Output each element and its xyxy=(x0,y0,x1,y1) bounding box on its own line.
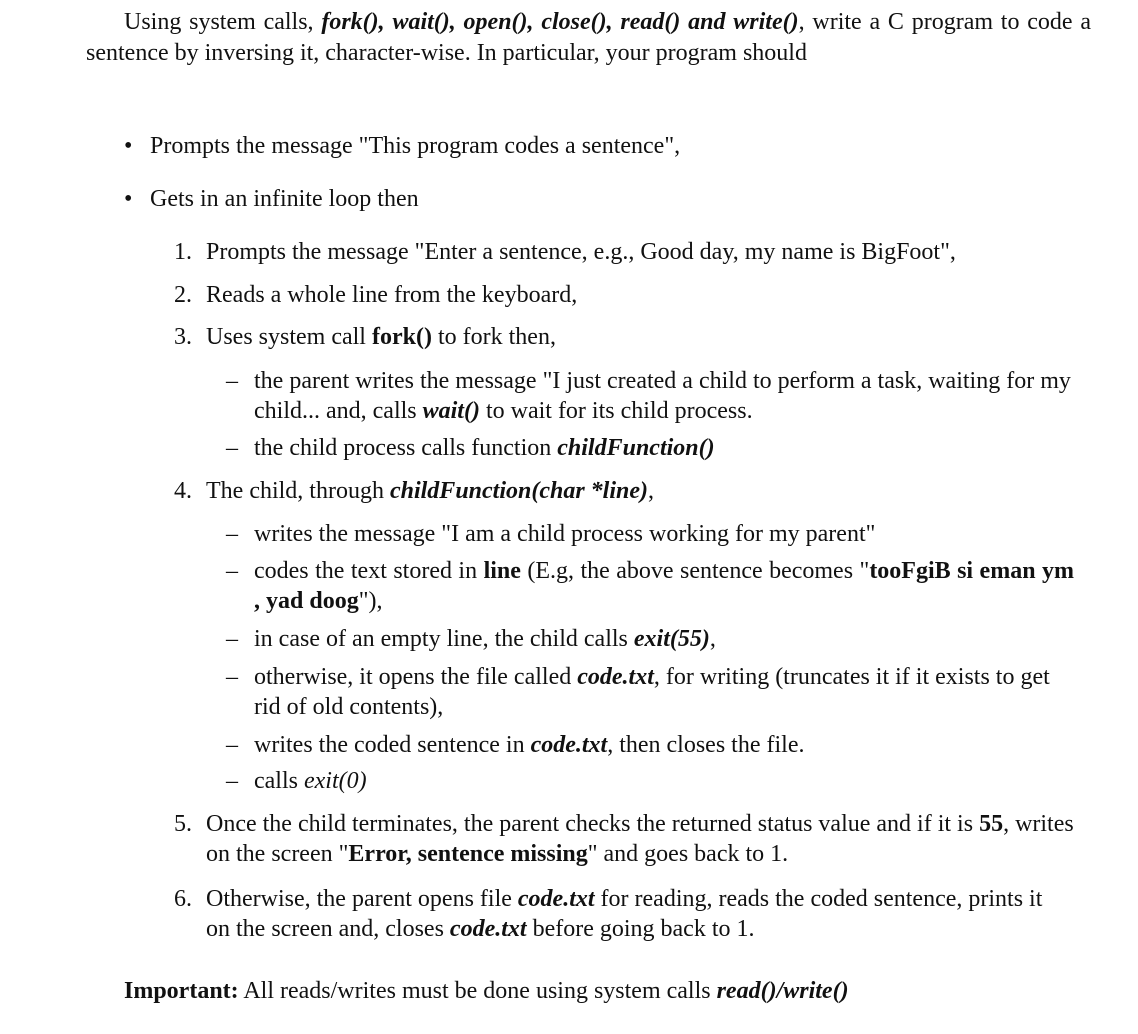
sub-text xyxy=(254,624,1074,655)
step-text xyxy=(206,322,1086,353)
intro-text: Using system calls, xyxy=(124,9,322,35)
step-number: 3. xyxy=(174,324,192,350)
step-text: Prompts the message "Enter a sentence, e.g., Good day, my name is BigFoot", xyxy=(206,239,956,265)
sub-text-part: codes the text stored in xyxy=(254,558,484,584)
code-txt-filename: code.txt xyxy=(449,916,527,942)
dash-mark: – xyxy=(226,521,238,547)
sub-text-part: otherwise, it opens the file called xyxy=(254,664,578,690)
step-text-part: Otherwise, the parent opens file xyxy=(206,886,518,912)
step-text-part: for reading, reads the coded sentence, prints it on the screen and, closes xyxy=(206,886,1043,942)
sub-text-part: , xyxy=(709,626,716,652)
sub-text-part: the parent writes the message "I just created a child to perform a task, waiting for my child... and, calls xyxy=(254,368,1071,424)
sub-text xyxy=(254,730,1074,761)
step-number: 2. xyxy=(174,282,192,308)
sub-text-part: , for writing (truncates it if it exists to get rid of old contents), xyxy=(254,664,1050,720)
sub-text xyxy=(254,766,1074,797)
step-text-part: " and goes back to 1. xyxy=(587,841,789,867)
read-write-calls: read()/write() xyxy=(716,978,849,1004)
bullet-text: Prompts the message "This program codes a sentence", xyxy=(150,133,681,159)
bullet-mark: • xyxy=(124,133,133,159)
important-label: Important: xyxy=(124,978,239,1004)
step-text xyxy=(206,476,1086,507)
step-text: Reads a whole line from the keyboard, xyxy=(206,282,578,308)
step-number: 6. xyxy=(174,886,192,912)
sub-text xyxy=(254,433,1074,464)
dash-mark: – xyxy=(226,558,238,584)
step-number: 5. xyxy=(174,811,192,837)
dash-mark: – xyxy=(226,435,238,461)
sub-text: writes the message "I am a child process working for my parent" xyxy=(254,521,876,547)
dash-mark: – xyxy=(226,368,238,394)
important-text: All reads/writes must be done using system calls xyxy=(238,978,717,1004)
code-txt-filename: code.txt xyxy=(577,664,654,690)
sub-text-part: "), xyxy=(358,588,383,614)
bullet-mark: • xyxy=(124,186,133,212)
sub-text-part: in case of an empty line, the child calls xyxy=(254,626,634,652)
fork-call: fork() xyxy=(371,324,432,350)
wait-call: wait() xyxy=(422,398,480,424)
step-text-part: to fork then, xyxy=(431,324,556,350)
important-note xyxy=(124,976,849,1007)
step-text-part: , writes on the screen " xyxy=(206,811,1074,867)
intro-paragraph xyxy=(86,7,1091,69)
sub-text xyxy=(254,662,1074,722)
step-text xyxy=(206,809,1086,869)
step-number: 1. xyxy=(174,239,192,265)
sub-text-part: the child process calls function xyxy=(254,435,558,461)
bullet-text: Gets in an infinite loop then xyxy=(150,186,419,212)
child-function-signature: childFunction(char *line) xyxy=(389,478,649,504)
dash-mark: – xyxy=(226,732,238,758)
status-value: 55 xyxy=(979,811,1004,837)
intro-system-calls: fork(), wait(), open(), close(), read() and write() xyxy=(321,9,799,35)
step-text-part: The child, through xyxy=(206,478,390,504)
step-text xyxy=(206,884,1046,944)
sub-text-part: calls xyxy=(254,768,304,794)
step-number: 4. xyxy=(174,478,192,504)
code-txt-filename: code.txt xyxy=(517,886,595,912)
exit-55-call: exit(55) xyxy=(633,626,710,652)
dash-mark: – xyxy=(226,768,238,794)
sub-text-part: (E.g, the above sentence becomes " xyxy=(520,558,870,584)
sub-text xyxy=(254,366,1074,426)
step-text-part: Uses system call xyxy=(206,324,372,350)
sub-text-part: to wait for its child process. xyxy=(479,398,753,424)
child-function-call: childFunction() xyxy=(557,435,715,461)
step-text-part: Once the child terminates, the parent checks the returned status value and if it is xyxy=(206,811,980,837)
error-message: Error, sentence missing xyxy=(348,841,588,867)
step-text-part: before going back to 1. xyxy=(526,916,755,942)
sub-text-part: , then closes the file. xyxy=(607,732,805,758)
dash-mark: – xyxy=(226,664,238,690)
intro-text-end: , write a C program to code a sentence by inversing it, character-wise. In particular, your program should xyxy=(86,9,1091,66)
exit-0-call: exit(0) xyxy=(303,768,367,794)
step-text-part: , xyxy=(648,478,655,504)
code-txt-filename: code.txt xyxy=(530,732,608,758)
sub-text-part: writes the coded sentence in xyxy=(254,732,531,758)
sub-text xyxy=(254,556,1074,616)
line-variable: line xyxy=(483,558,521,584)
coded-example: tooFgiB si eman ym , yad doog xyxy=(254,558,1075,614)
dash-mark: – xyxy=(226,626,238,652)
